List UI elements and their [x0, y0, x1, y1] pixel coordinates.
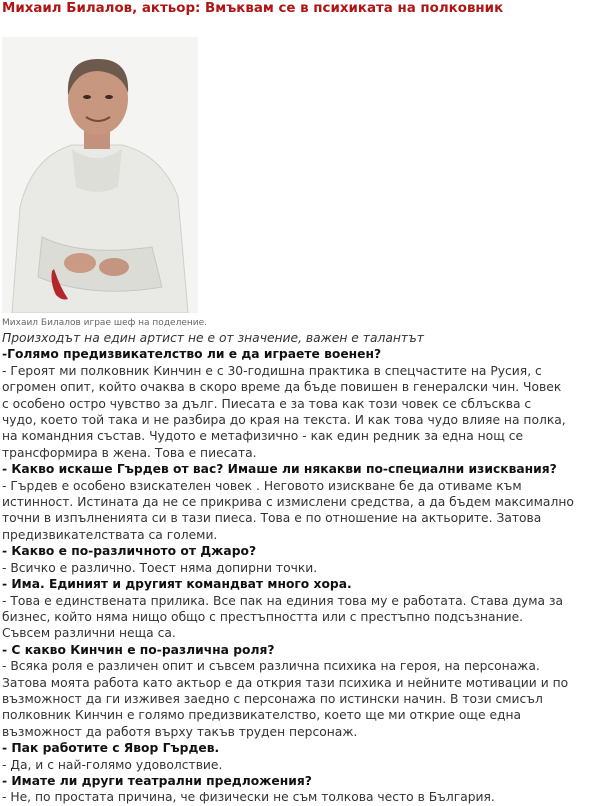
answer-line: бизнес, който няма нищо общо с престъпността или с престъпно подсъзнание. [2, 609, 524, 624]
answer-line: полковник Кинчин е голямо предизвикателство, което ще ми открие още една [2, 708, 522, 723]
answer-line: - Всяка роля е различен опит и съвсем различна психика на героя, на персонажа. [2, 659, 540, 674]
question: - Какво е по-различното от Джаро? [2, 544, 257, 559]
article-lead: Произходът на един артист не е от значение, важен е талантът [2, 331, 424, 345]
answer-line: Затова моята работа като актьор е да открия тази психика и нейните мотивации и по [2, 675, 569, 690]
answer-line: Съвсем различни неща са. [2, 626, 176, 641]
answer-line: - Героят ми полковник Кинчин е с 30-годишна практика в спецчастите на Русия, с [2, 363, 542, 378]
answer-line: - Всичко е различно. Тоест няма допирни точки. [2, 560, 318, 575]
question: - С какво Кинчин е по-различна роля? [2, 642, 275, 657]
photo-caption: Михаил Билалов играе шеф на поделение. [2, 318, 207, 328]
article-photo [2, 37, 198, 313]
answer-line: на командния състав. Чудото е метафизично - как един редник за една нощ се [2, 429, 524, 444]
answer-line: възможност да работя върху такъв труден персонаж. [2, 724, 358, 739]
answer-line: огромен опит, който очаква в скоро време да бъде повишен в генералски чин. Човек [2, 380, 562, 395]
answer-line: истинност. Истината да не се прикрива с измислени средства, а да бъдем максимално [2, 495, 574, 510]
answer-line: предизвикателствата са големи. [2, 527, 218, 542]
question: - Има. Единият и другият командват много хора. [2, 577, 352, 592]
article-body [2, 330, 599, 806]
answer-line: възможност да ги изживея заедно с персонажа по истински начин. В този смисъл [2, 691, 543, 706]
answer-line: - Това е единствената прилика. Все пак на единия това му е работата. Става дума за [2, 593, 564, 608]
answer-line: трансформира в жена. Това е пиесата. [2, 445, 257, 460]
actor-photo-illustration [2, 37, 198, 313]
question: -Голямо предизвикателство ли е да играете военен? [2, 347, 382, 362]
answer-line: точни в изпълненията си в тази пиеса. Това е по отношение на актьорите. Затова [2, 511, 542, 526]
answer-line: чудо, което той така и не разбира до края на текста. И как това чудо влияе на полка, [2, 413, 566, 428]
answer-line: с особено остро чувство за дълг. Пиесата е за това как този човек се сблъсква с [2, 396, 532, 411]
article-title: Михаил Билалов, актьор: Вмъквам се в психиката на полковник [2, 1, 504, 16]
answer-line: - Не, по простата причина, че физически не съм толкова често в България. [2, 790, 495, 805]
question: - Какво искаше Гърдев от вас? Имаше ли някакви по-специални изисквания? [2, 462, 557, 477]
answer-line: - Да, и с най-голямо удоволствие. [2, 757, 223, 772]
answer-line: - Гърдев е особено взискателен човек . Неговото изискване бе да отиваме към [2, 478, 522, 493]
question: - Пак работите с Явор Гърдев. [2, 741, 220, 756]
question: - Имате ли други театрални предложения? [2, 773, 312, 788]
